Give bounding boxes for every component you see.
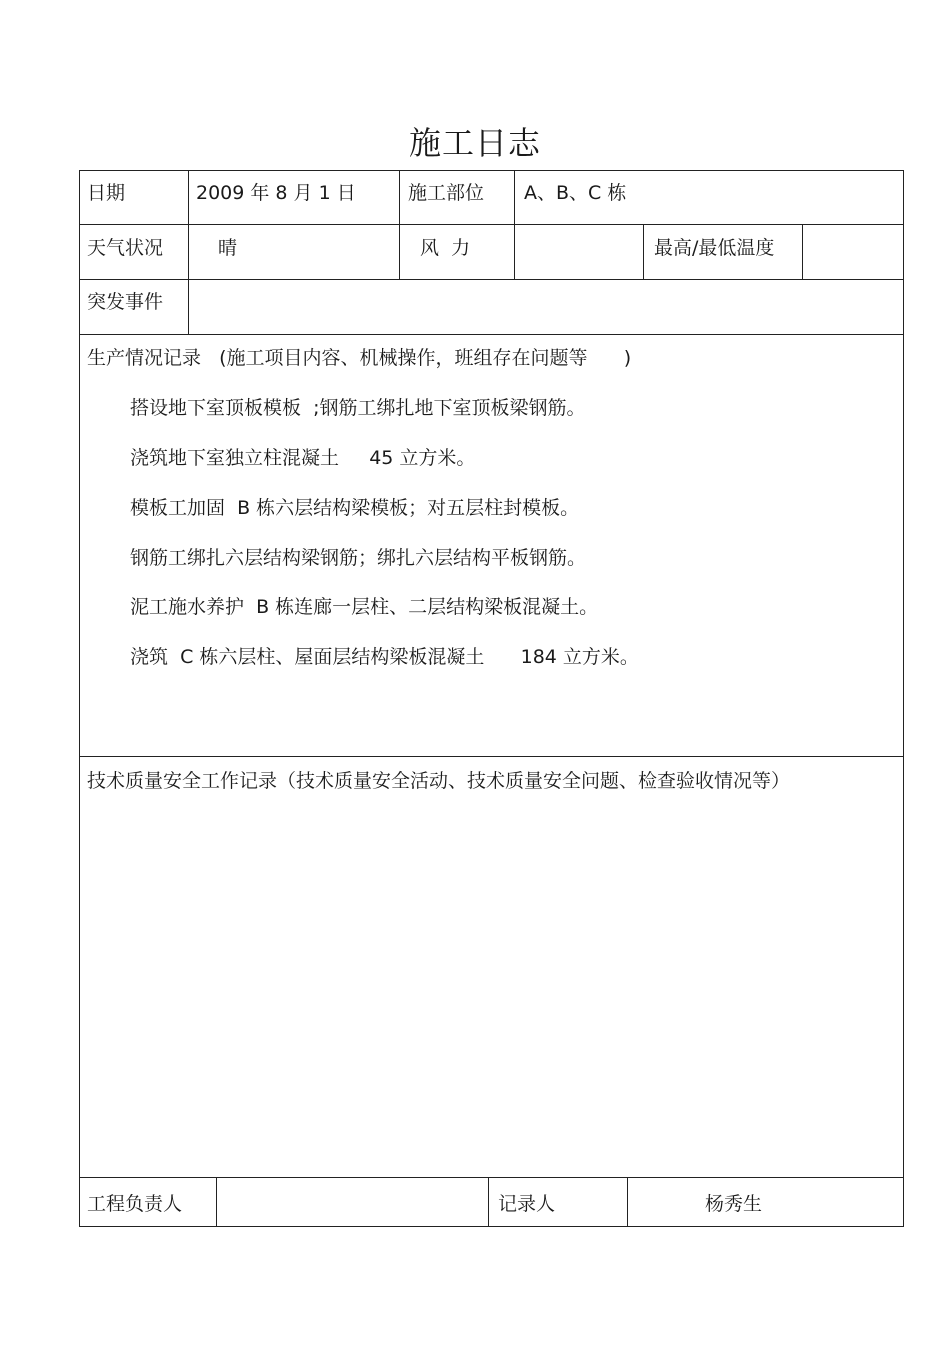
table-rule-v [188,224,189,279]
weather-label: 天气状况 [87,237,164,259]
wind-label: 风 力 [420,237,471,259]
production-line: 搭设地下室顶板模板 ;钢筋工绑扎地下室顶板梁钢筋。 [130,397,586,419]
table-rule-v [488,1177,489,1226]
weather-value: 晴 [218,237,238,259]
date-label: 日期 [87,182,126,204]
temperature-label: 最高/最低温度 [654,237,775,259]
table-border-left [79,170,80,1227]
production-line: 钢筋工绑扎六层结构梁钢筋；绑扎六层结构平板钢筋。 [130,547,587,569]
incident-label: 突发事件 [87,291,164,313]
table-rule-v [643,224,644,279]
manager-label: 工程负责人 [87,1193,183,1215]
table-rule-production [79,756,904,757]
production-line: 模板工加固 B 栋六层结构梁模板；对五层柱封模板。 [130,497,580,519]
table-rule-v [399,224,400,279]
table-border-bottom [79,1226,904,1227]
table-rule-v [216,1177,217,1226]
table-rule-technical [79,1177,904,1178]
recorder-value: 杨秀生 [705,1193,763,1215]
table-rule-v [188,279,189,334]
production-line: 浇筑 C 栋六层柱、屋面层结构梁板混凝土 184 立方米。 [130,646,639,668]
production-heading: 生产情况记录 (施工项目内容、机械操作，班组存在问题等 ) [87,347,632,369]
date-value: 2009 年 8 月 1 日 [196,182,356,204]
table-border-top [79,170,904,171]
table-rule-row1 [79,224,904,225]
table-rule-row2 [79,279,904,280]
production-line: 泥工施水养护 B 栋连廊一层柱、二层结构梁板混凝土。 [130,596,599,618]
section-value: A、B、C 栋 [524,182,627,204]
table-rule-v [514,170,515,224]
table-rule-v [399,170,400,224]
table-rule-v [514,224,515,279]
recorder-label: 记录人 [498,1193,556,1215]
table-rule-v [188,170,189,224]
technical-heading: 技术质量安全工作记录（技术质量安全活动、技术质量安全问题、检查验收情况等） [87,770,791,792]
section-label: 施工部位 [408,182,485,204]
table-rule-row3 [79,334,904,335]
table-rule-v [627,1177,628,1226]
page-title: 施工日志 [408,124,541,162]
production-line: 浇筑地下室独立柱混凝土 45 立方米。 [130,447,476,469]
table-rule-v [802,224,803,279]
table-border-right [903,170,904,1227]
